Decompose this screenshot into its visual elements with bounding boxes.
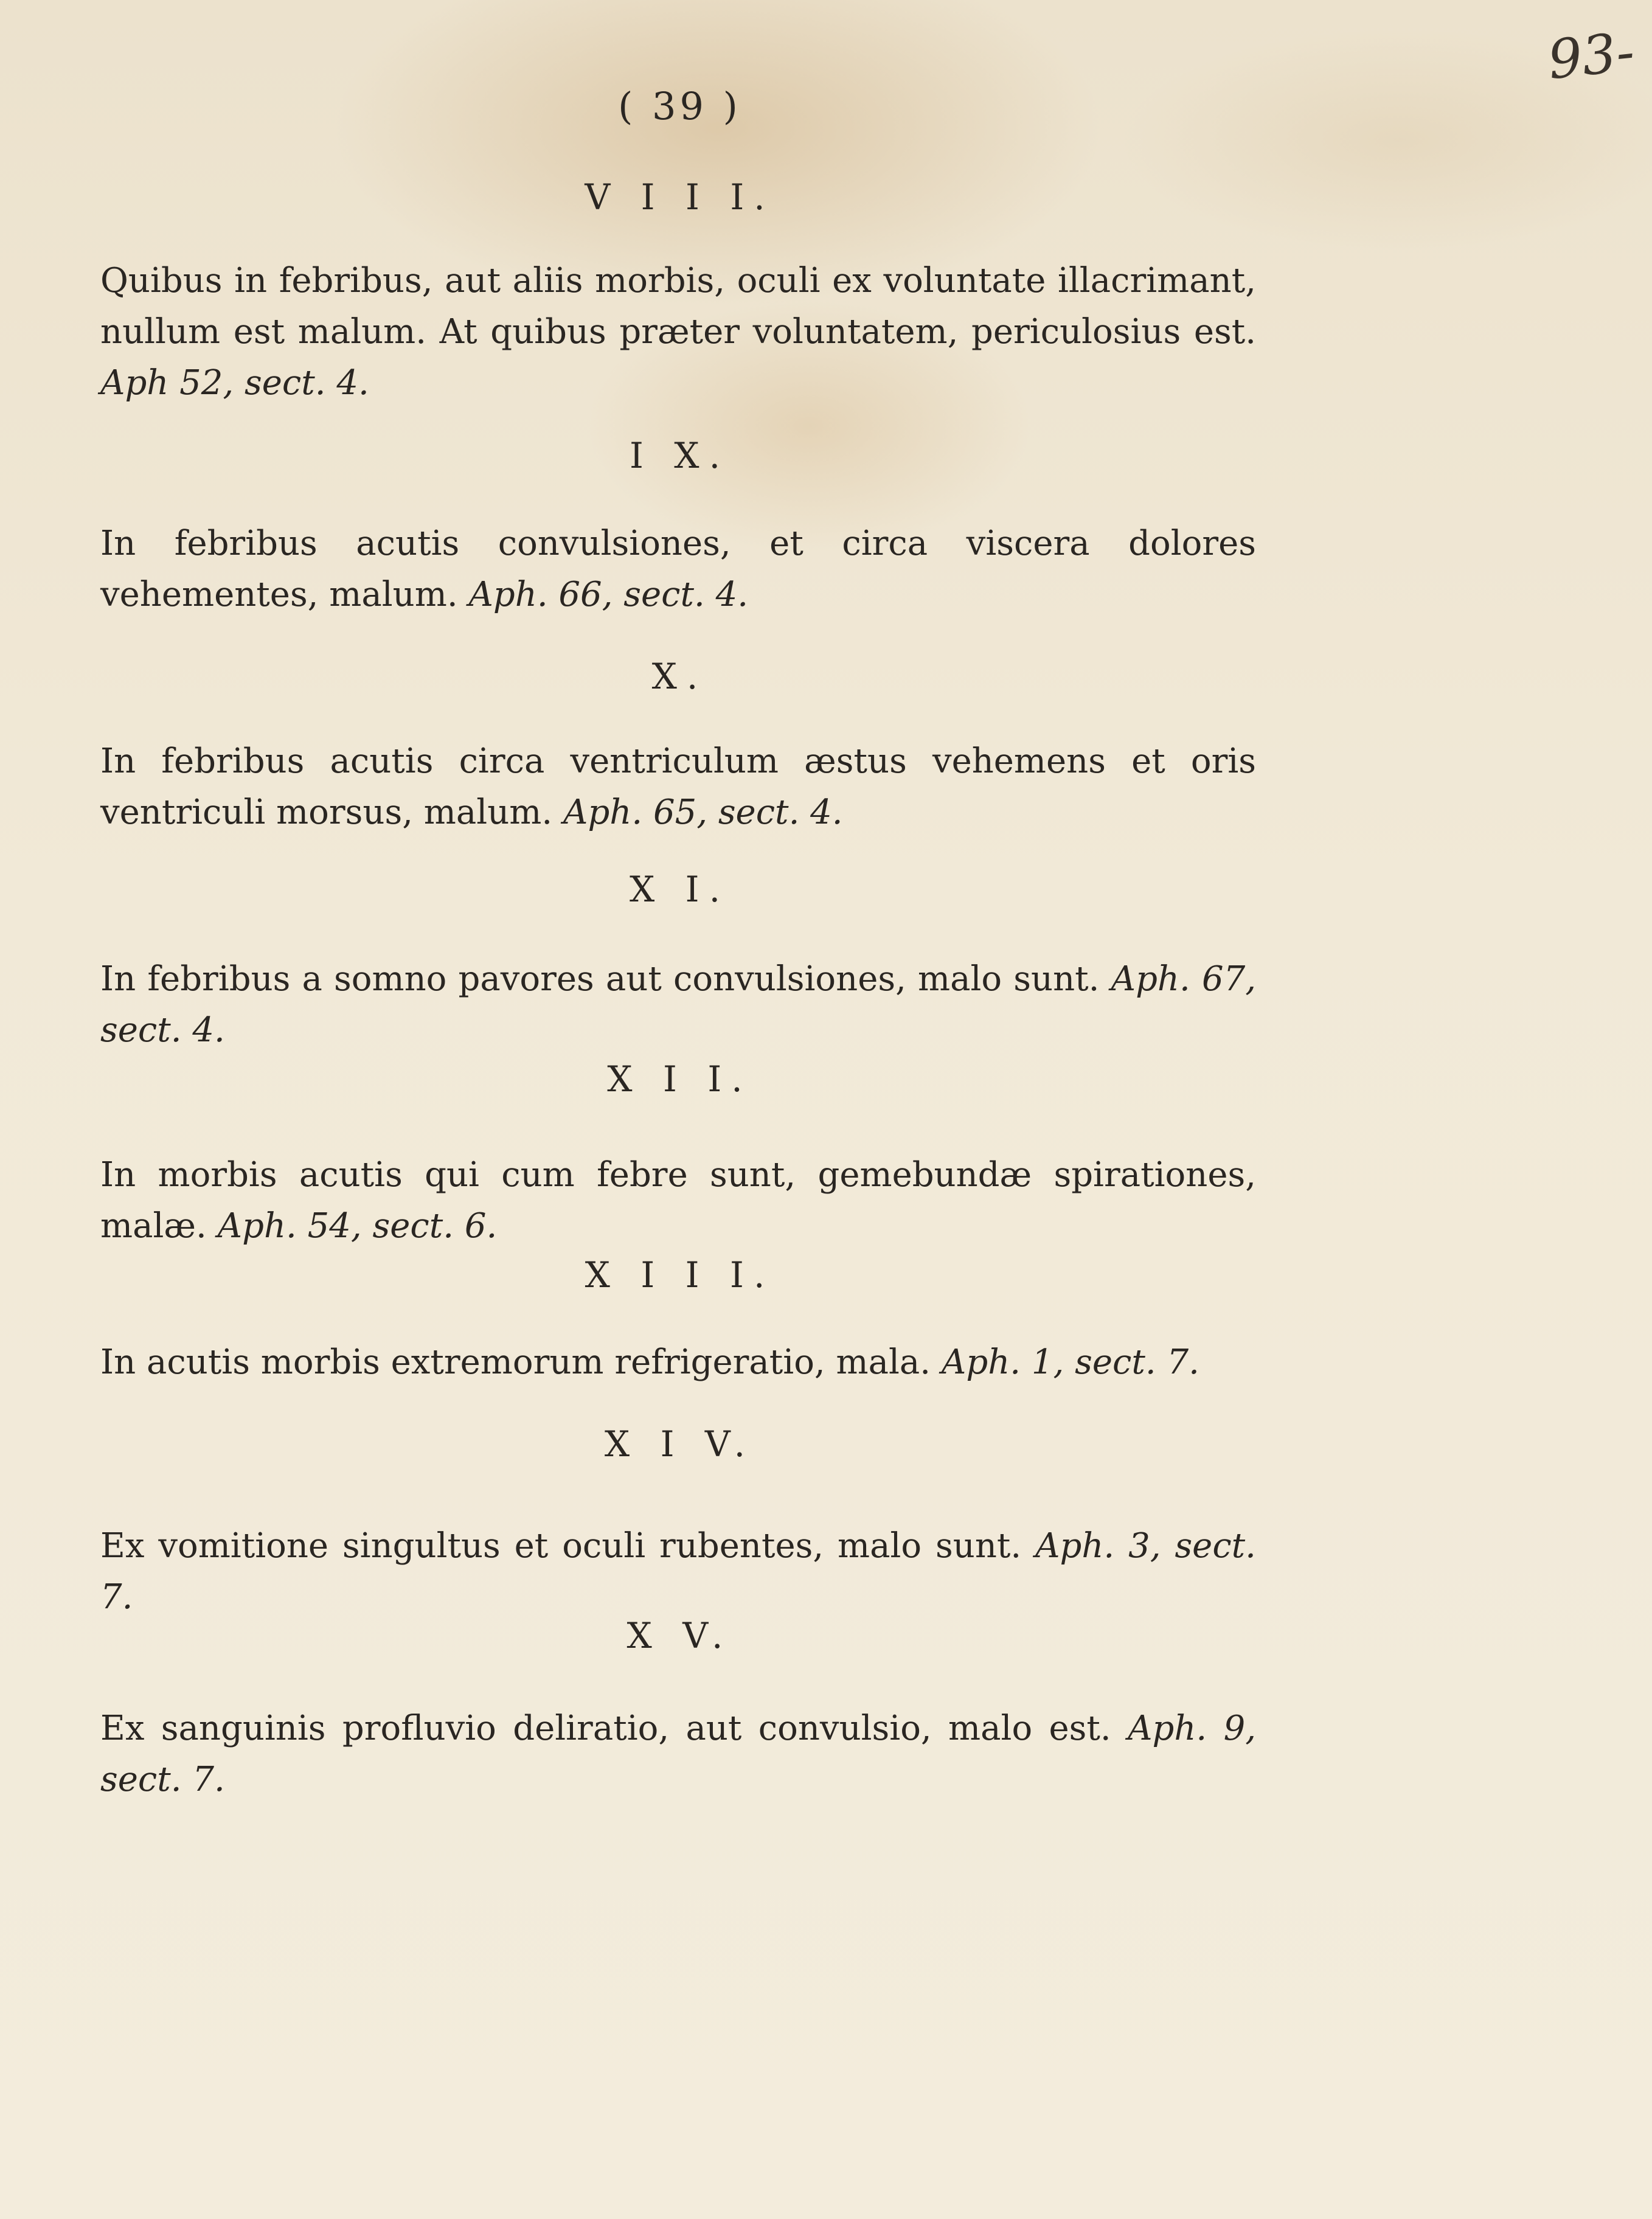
aphorism-paragraph <box>100 255 1256 409</box>
section-heading: V I I I. <box>585 176 775 218</box>
section-heading: X I V. <box>604 1423 755 1465</box>
aphorism-text: Ex sanguinis profluvio deliratio, aut convulsio, malo est. <box>100 1709 1111 1748</box>
section-heading: X V. <box>626 1615 733 1656</box>
aphorism-reference: Aph. 9, sect. 7. <box>100 1709 1256 1799</box>
handwritten-folio-number: 93- <box>1545 19 1637 92</box>
section-heading: X. <box>651 656 708 697</box>
aphorism-text: In acutis morbis extremorum refrigeratio, mala. <box>100 1342 931 1382</box>
aphorism-text: In febribus a somno pavores aut convulsiones, malo sunt. <box>100 959 1100 999</box>
aphorism-reference: Aph. 3, sect. 7. <box>100 1526 1256 1617</box>
aphorism-reference: Aph. 66, sect. 4. <box>468 575 749 614</box>
section-heading: X I. <box>629 869 731 910</box>
aphorism-text: In febribus acutis circa ventriculum æstus vehemens et oris ventriculi morsus, malum. <box>100 741 1256 832</box>
aphorism-reference: Aph. 65, sect. 4. <box>563 793 843 832</box>
aphorism-reference: Aph. 67, sect. 4. <box>100 959 1257 1050</box>
aphorism-paragraph <box>100 1703 1256 1805</box>
aphorism-paragraph <box>100 518 1256 620</box>
aphorism-paragraph <box>100 736 1256 838</box>
aphorism-text: In morbis acutis qui cum febre sunt, gemebundæ spirationes, malæ. <box>100 1155 1256 1246</box>
aphorism-reference: Aph. 1, sect. 7. <box>941 1342 1199 1382</box>
aphorism-paragraph <box>100 1337 1256 1388</box>
aphorism-text: Quibus in febribus, aut aliis morbis, oculi ex voluntate illacrimant, nullum est malum. At quibus præter voluntatem, periculosius est. <box>100 261 1256 352</box>
section-heading: X I I. <box>607 1058 752 1100</box>
aphorism-paragraph <box>100 954 1256 1056</box>
aphorism-text: Ex vomitione singultus et oculi rubentes, malo sunt. <box>100 1526 1022 1566</box>
page-number: ( 39 ) <box>618 84 741 128</box>
aphorism-text: In febribus acutis convulsiones, et circa viscera dolores vehementes, malum. <box>100 524 1256 614</box>
section-heading: X I I I. <box>585 1254 775 1296</box>
aphorism-reference: Aph 52, sect. 4. <box>100 363 369 403</box>
aphorism-paragraph <box>100 1521 1256 1623</box>
section-heading: I X. <box>629 435 731 476</box>
aphorism-paragraph <box>100 1150 1256 1252</box>
aphorism-reference: Aph. 54, sect. 6. <box>217 1206 498 1246</box>
